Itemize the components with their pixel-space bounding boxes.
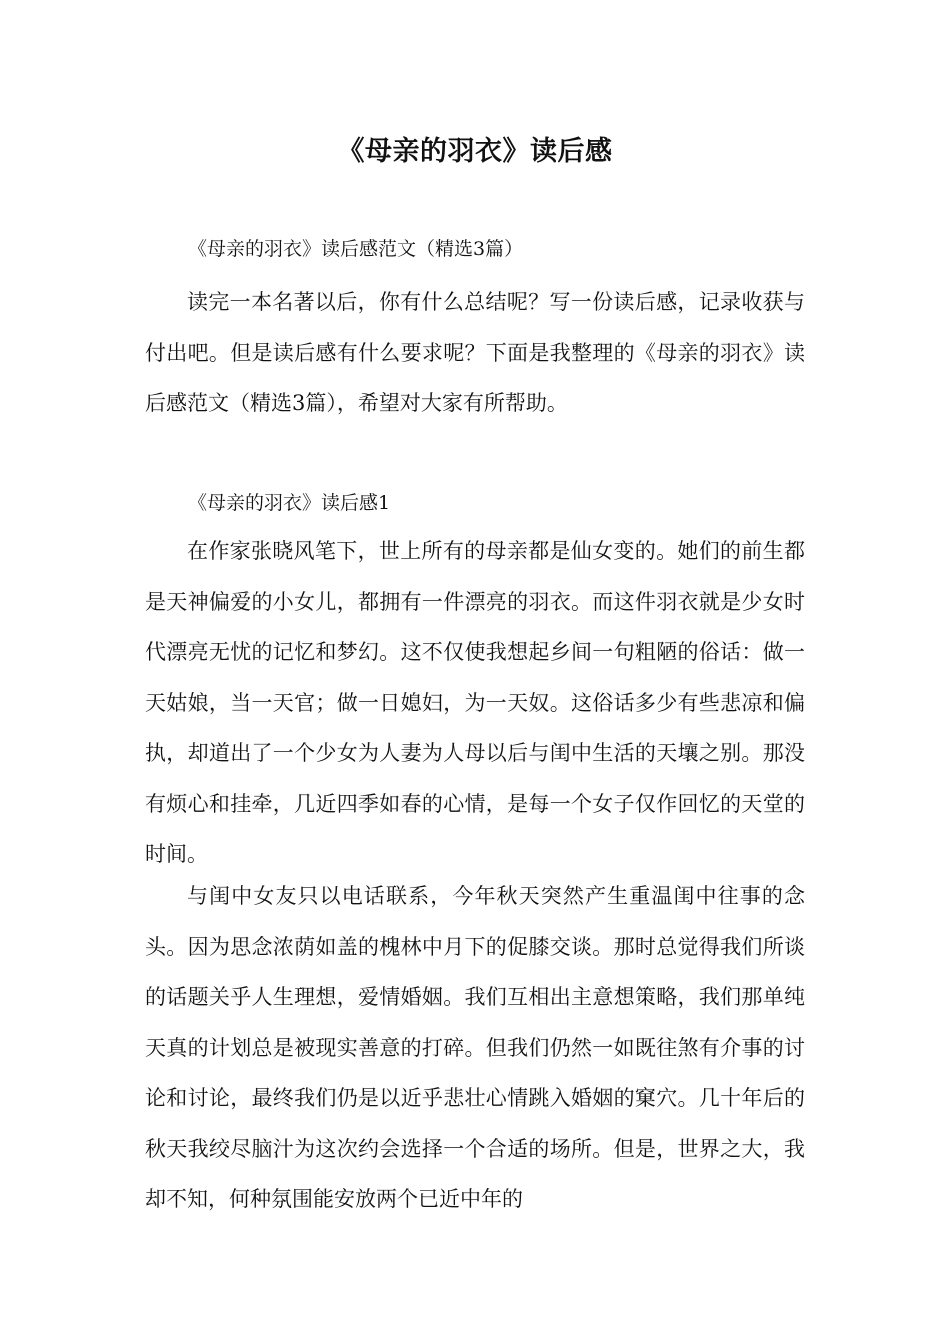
section1-heading: 《母亲的羽衣》读后感1 — [188, 492, 391, 514]
intro-heading: 《母亲的羽衣》读后感范文（精选3篇） — [188, 238, 524, 260]
section1-paragraph-1: 在作家张晓风笔下，世上所有的母亲都是仙女变的。她们的前生都是天神偏爱的小女儿，都拥有一件漂亮的羽衣。而这件羽衣就是少女时代漂亮无忧的记忆和梦幻。这不仅使我想起乡间一句粗陋的俗话：做一天姑娘，当一天官；做一日媳妇，为一天奴。这俗话多少有些悲凉和偏执，却道出了一个少女为人妻为人母以后与闺中生活的天壤之别。那没有烦心和挂牵，几近四季如春的心情，是每一个女子仅作回忆的天堂的时间。 — [145, 539, 805, 866]
document-title: 《母亲的羽衣》读后感 — [337, 136, 613, 167]
section1-paragraph-2: 与闺中女友只以电话联系，今年秋天突然产生重温闺中往事的念头。因为思念浓荫如盖的槐林中月下的促膝交谈。那时总觉得我们所谈的话题关乎人生理想，爱情婚姻。我们互相出主意想策略，我们那单纯天真的计划总是被现实善意的打碎。但我们仍然一如既往煞有介事的讨论和讨论，最终我们仍是以近乎悲壮心情跳入婚姻的窠穴。几十年后的秋天我绞尽脑汁为这次约会选择一个合适的场所。但是，世界之大，我却不知，何种氛围能安放两个已近中年的 — [145, 884, 805, 1211]
intro-paragraph: 读完一本名著以后，你有什么总结呢？写一份读后感，记录收获与付出吧。但是读后感有什么要求呢？下面是我整理的《母亲的羽衣》读后感范文（精选3篇），希望对大家有所帮助。 — [145, 290, 805, 415]
